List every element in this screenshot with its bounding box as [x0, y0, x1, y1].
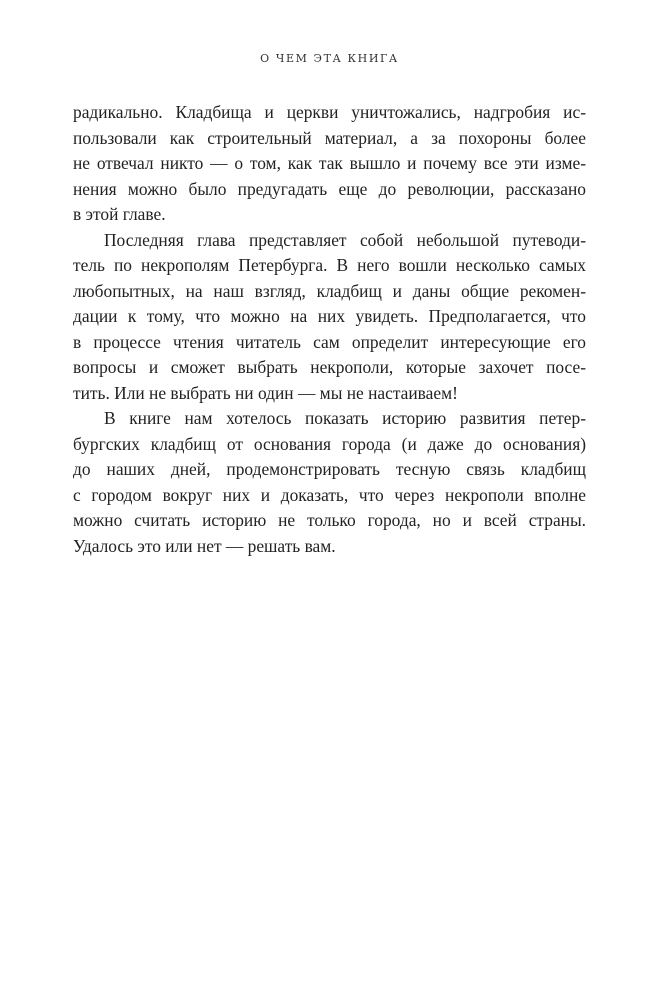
text-line: В книге нам хотелось показать историю развития петер-	[104, 408, 586, 428]
paragraph-1	[73, 100, 586, 228]
text-line: тить. Или не выбрать ни один — мы не настаиваем!	[73, 382, 458, 403]
text-line: радикально. Кладбища и церкви уничтожались, надгробия ис-	[73, 102, 586, 122]
text-line: бургских кладбищ от основания города (и даже до основания)	[73, 433, 586, 454]
text-line: не отвечал никто — о том, как так вышло и почему все эти изме-	[73, 153, 586, 173]
text-line: пользовали как строительный материал, а за похороны более	[73, 127, 586, 148]
text-line: дации к тому, что можно на них увидеть. Предполагается, что	[73, 306, 586, 326]
paragraph-2	[73, 228, 586, 407]
text-line: любопытных, на наш взгляд, кладбищ и даны общие рекомен-	[73, 280, 586, 301]
paragraph-3	[73, 406, 586, 559]
text-line: с городом вокруг них и доказать, что через некрополи вполне	[73, 484, 586, 505]
text-line: Удалось это или нет — решать вам.	[73, 535, 336, 556]
text-line: до наших дней, продемонстрировать тесную связь кладбищ	[73, 459, 586, 479]
text-line: в этой главе.	[73, 204, 166, 224]
text-line: тель по некрополям Петербурга. В него вошли несколько самых	[73, 255, 586, 275]
text-line: можно считать историю не только города, но и всей страны.	[73, 510, 586, 530]
text-line: Последняя глава представляет собой небольшой путеводи-	[104, 229, 586, 250]
text-line: в процессе чтения читатель сам определит интересующие его	[73, 331, 586, 352]
running-head: О ЧЕМ ЭТА КНИГА	[260, 52, 399, 65]
text-line: нения можно было предугадать еще до революции, рассказано	[73, 178, 586, 199]
text-line: вопросы и сможет выбрать некрополи, которые захочет посе-	[73, 357, 586, 377]
body-text	[73, 100, 586, 559]
